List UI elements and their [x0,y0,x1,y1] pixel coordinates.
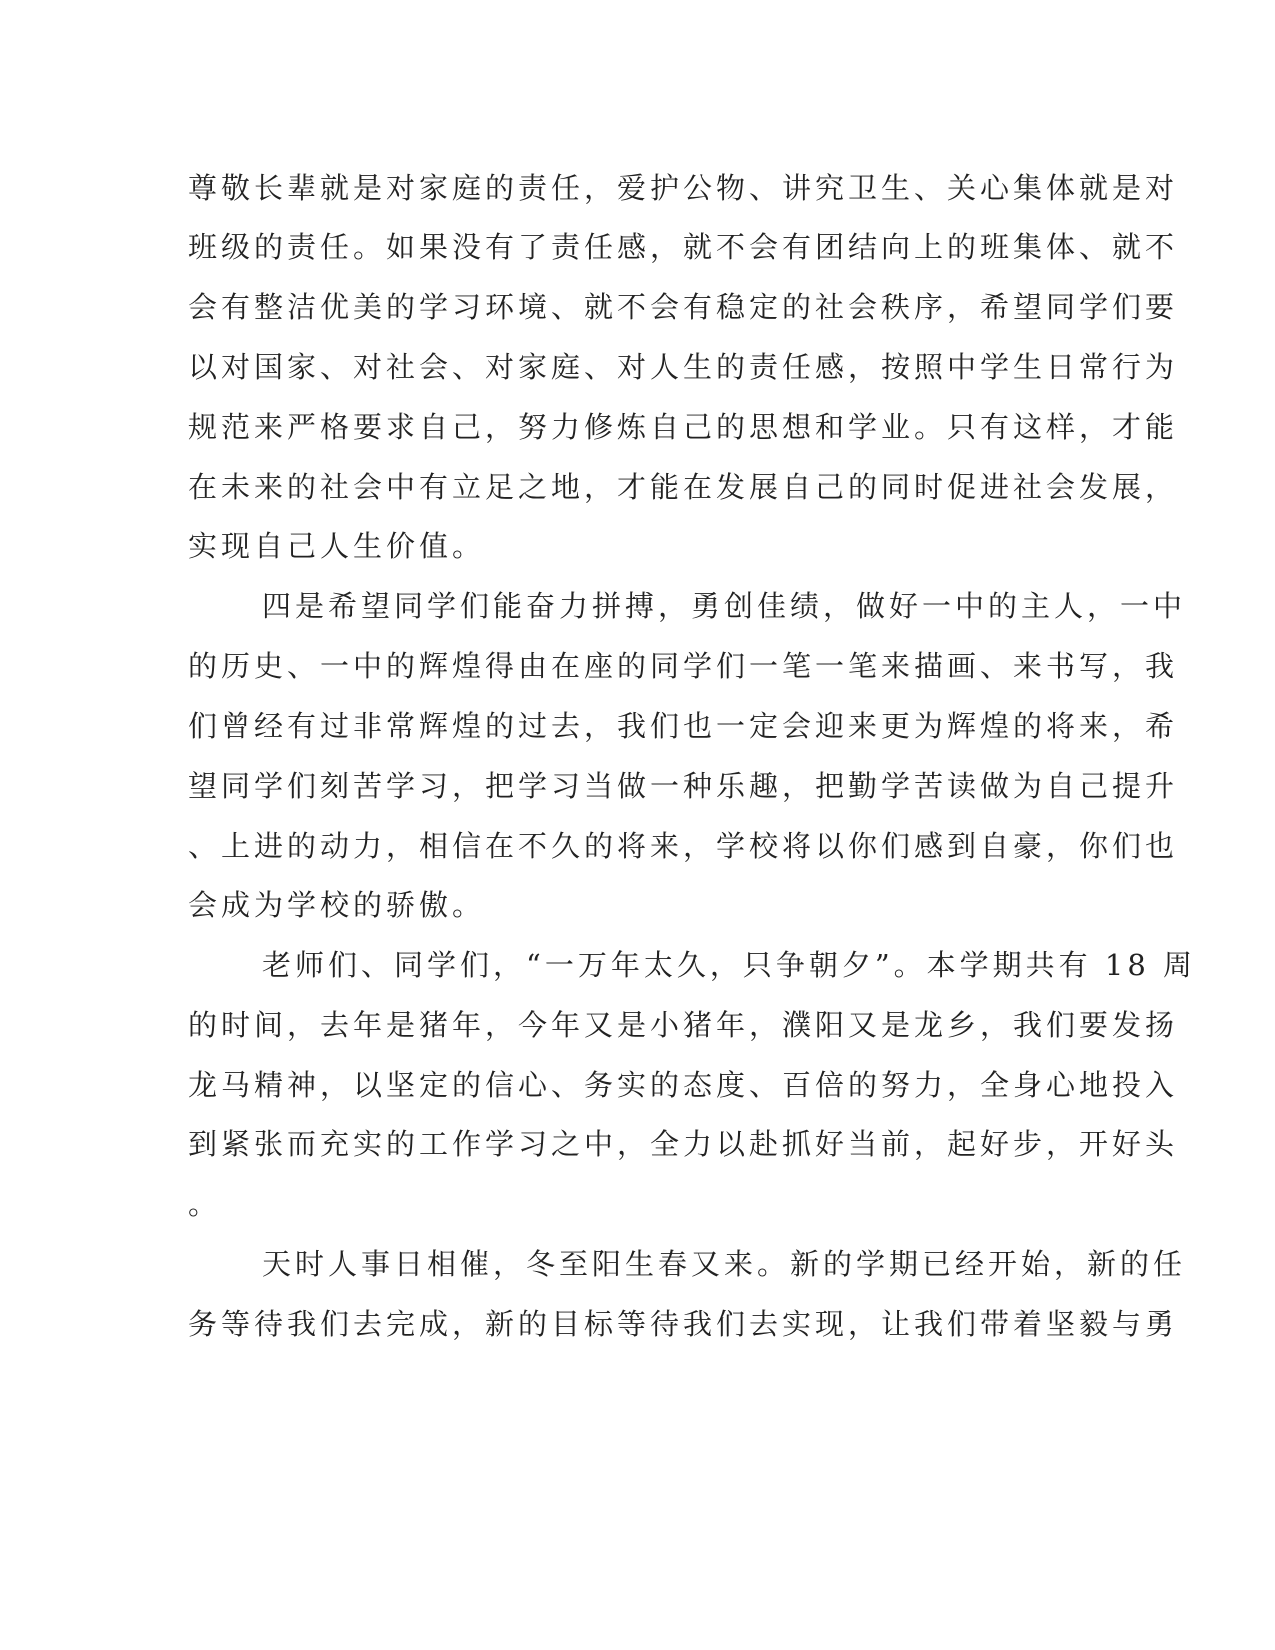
text-line: 班级的责任。如果没有了责任感，就不会有团结向上的班集体、就不 [188,230,1179,264]
text-line: 以对国家、对社会、对家庭、对人生的责任感，按照中学生日常行为 [188,350,1179,384]
text-line: 实现自己人生价值。 [188,529,486,563]
text-line: 、上进的动力，相信在不久的将来，学校将以你们感到自豪，你们也 [188,829,1179,863]
text-line: 规范来严格要求自己，努力修炼自己的思想和学业。只有这样，才能 [188,410,1179,444]
text-line: 到紧张而充实的工作学习之中，全力以赴抓好当前，起好步，开好头 [188,1127,1179,1161]
text-line: 会成为学校的骄傲。 [188,888,486,922]
text-line: 龙马精神，以坚定的信心、务实的态度、百倍的努力，全身心地投入 [188,1068,1179,1102]
text-line: 们曾经有过非常辉煌的过去，我们也一定会迎来更为辉煌的将来，希 [188,709,1179,743]
paragraph-first-line: 四是希望同学们能奋力拼搏，勇创佳绩，做好一中的主人，一中 [262,589,1187,623]
paragraph-first-line: 天时人事日相催，冬至阳生春又来。新的学期已经开始，新的任 [262,1247,1187,1281]
text-line: 会有整洁优美的学习环境、就不会有稳定的社会秩序，希望同学们要 [188,290,1179,324]
text-line: 在未来的社会中有立足之地，才能在发展自己的同时促进社会发展， [188,470,1179,504]
text-line: 望同学们刻苦学习，把学习当做一种乐趣，把勤学苦读做为自己提升 [188,769,1179,803]
text-line: 的时间，去年是猪年，今年又是小猪年，濮阳又是龙乡，我们要发扬 [188,1008,1179,1042]
text-line: 的历史、一中的辉煌得由在座的同学们一笔一笔来描画、来书写，我 [188,649,1179,683]
text-line: 务等待我们去完成，新的目标等待我们去实现，让我们带着坚毅与勇 [188,1307,1179,1341]
text-line: 。 [188,1187,222,1221]
text-line: 尊敬长辈就是对家庭的责任，爱护公物、讲究卫生、关心集体就是对 [188,171,1179,205]
paragraph-first-line: 老师们、同学们，“一万年太久，只争朝夕”。本学期共有 18 周 [262,948,1196,982]
